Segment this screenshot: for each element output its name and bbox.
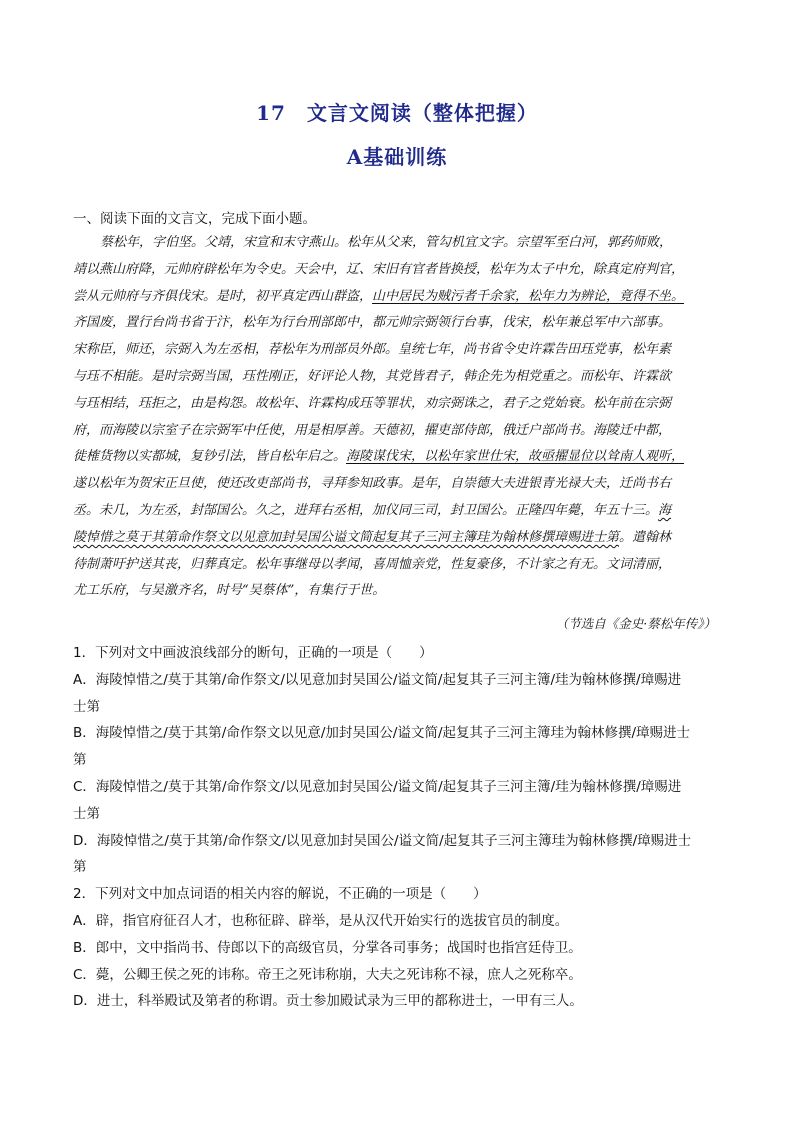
page-subtitle: A基础训练 xyxy=(346,145,448,169)
answer-option-c-cont: 士第 xyxy=(73,805,100,822)
passage-text: 丞。未几，为左丞，封郜国公。久之，进拜右丞相，加仪同三司，封卫国公。正隆四年薨，年五十三。 xyxy=(73,502,659,518)
answer-option-b-cont: 第 xyxy=(73,752,87,769)
answer-option-a: A．辟，指官府征召人才，也称征辟、辟举，是从汉代开始实行的选拔官员的制度。 xyxy=(73,912,569,929)
passage-line: 与珏不相能。是时宗弼当国，珏性刚正，好评论人物，其党皆君子，韩企先为相党重之。而松年、许霖欲 xyxy=(73,368,672,384)
question-stem: 2．下列对文中加点词语的相关内容的解说，不正确的一项是（ ） xyxy=(73,886,487,903)
passage-line xyxy=(73,444,733,471)
question-stem: 1．下列对文中画波浪线部分的断句，正确的一项是（ ） xyxy=(73,645,433,661)
answer-option-c: C．薨，公卿王侯之死的讳称。帝王之死讳称崩，大夫之死讳称不禄，庶人之死称卒。 xyxy=(73,966,582,983)
underlined-text: 海陵谋伐宋，以松年家世仕宋，故亟擢显位以耸南人观听， xyxy=(346,449,685,465)
passage-text: 。遣翰林 xyxy=(619,529,672,545)
passage-line xyxy=(73,284,733,311)
answer-option-a: A．海陵悼惜之/莫于其第/命作祭文/以见意加封吴国公/谥文简/起复其子三河主簿/珪为翰林修撰/璋赐进 xyxy=(73,671,682,688)
answer-option-a-cont: 士第 xyxy=(73,698,100,715)
questions xyxy=(73,640,733,1015)
passage-line xyxy=(73,498,733,525)
passage-line: 待制萧吁护送其丧，归葬真定。松年事继母以孝闻，喜周恤亲党，性复豪侈，不计家之有无。文词清丽， xyxy=(73,556,672,572)
section-instruction: 一、阅读下面的文言文，完成下面小题。 xyxy=(73,211,316,227)
underlined-text: 山中居民为贼污者千余家，松年力为辨论，竟得不坐。 xyxy=(372,288,685,304)
wavy-underlined-text: 海 xyxy=(658,502,672,518)
passage-source: （节选自《金史·蔡松年传》） xyxy=(555,616,716,631)
answer-option-d: D．海陵悼惜之/莫于其第/命作祭文/以见意加封吴国公/谥文简/起复其子三河主簿珪为翰林修撰/璋赐进士 xyxy=(73,832,692,849)
wavy-underlined-text: 陵悼惜之莫于其第命作祭文以见意加封吴国公谥文简起复其子三河主簿珪为翰林修撰璋赐进士第 xyxy=(73,529,620,545)
answer-option-b: B．海陵悼惜之/莫于其第/命作祭文以见意/加封吴国公/谥文简/起复其子三河主簿珪为翰林修撰/璋赐进士 xyxy=(73,725,691,742)
classical-passage xyxy=(73,230,733,605)
passage-text: 尝从元帅府与齐俱伐宋。是时，初平真定西山群盗， xyxy=(73,288,373,304)
passage-line: 齐国废，置行台尚书省于汴，松年为行台刑部郎中，都元帅宗弼领行台事，伐宋，松年兼总军中六部事。 xyxy=(73,315,672,331)
answer-option-c: C．海陵悼惜之/莫于其第/命作祭文/以见意加封吴国公/谥文简/起复其子三河主簿/珪为翰林修撰/璋赐进 xyxy=(73,778,682,795)
page-title: 17 文言文阅读（整体把握） xyxy=(256,101,538,125)
passage-line xyxy=(73,525,733,552)
passage-line: 宋称臣，师还，宗弼入为左丞相，荐松年为刑部员外郎。皇统七年，尚书省令史许霖告田珏党事，松年素 xyxy=(73,342,672,358)
passage-line: 靖以燕山府降，元帅府辟松年为令史。天会中，辽、宋旧有官者皆换授，松年为太子中允，除真定府判官， xyxy=(73,261,685,277)
passage-line: 遂以松年为贺宋正旦使，使还改吏部尚书，寻拜参知政事。是年，自崇德大夫进银青光禄大夫，迁尚书右 xyxy=(73,476,672,492)
passage-line: 蔡松年，字伯坚。父靖，宋宣和末守燕山。松年从父来，管勾机宜文字。宗望军至白河，郭药师败， xyxy=(100,235,673,250)
answer-option-d-cont: 第 xyxy=(73,859,87,876)
passage-text: 徙榷货物以实都城，复钞引法，皆自松年启之。 xyxy=(73,449,347,465)
passage-line: 尤工乐府，与吴激齐名，时号“吴蔡体”，有集行于世。 xyxy=(73,583,386,599)
answer-option-b: B．郎中，文中指尚书、侍郎以下的高级官员，分掌各司事务；战国时也指宫廷侍卫。 xyxy=(73,939,582,956)
passage-line: 与珏相结，珏拒之，由是构怨。故松年、许霖构成珏等罪状，劝宗弼诛之，君子之党始衰。松年前在宗弼 xyxy=(73,395,672,411)
answer-option-d: D．进士，科举殿试及第者的称谓。贡士参加殿试录为三甲的都称进士，一甲有三人。 xyxy=(73,993,583,1010)
passage-line: 府，而海陵以宗室子在宗弼军中任使，用是相厚善。天德初，擢吏部侍郎，俄迁户部尚书。海陵迁中都， xyxy=(73,422,672,438)
